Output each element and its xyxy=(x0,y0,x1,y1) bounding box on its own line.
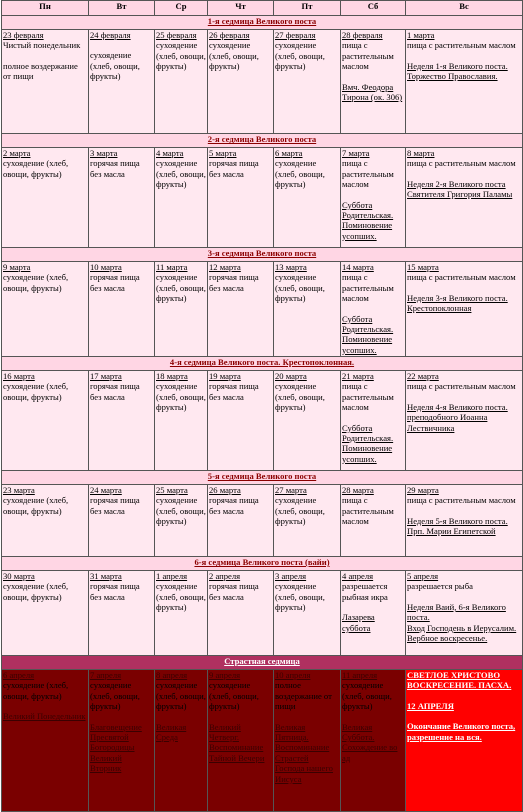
passion-day-cell xyxy=(2,670,89,812)
day-cell xyxy=(89,371,155,471)
spacer xyxy=(342,190,404,200)
fasting-rule-text: сухоядение (хлеб, овощи, фрукты) xyxy=(3,158,69,179)
day-cell xyxy=(274,485,341,557)
spacer xyxy=(342,602,404,612)
day-cell xyxy=(89,262,155,357)
week-title-row xyxy=(2,134,523,148)
spacer xyxy=(407,392,521,402)
day-date-link[interactable]: 7 апреля xyxy=(90,670,122,680)
feast-note-link[interactable]: Великая Суббота. Сохождение во ад xyxy=(342,721,398,763)
day-cell xyxy=(274,371,341,471)
day-date-link[interactable]: 9 марта xyxy=(3,262,31,272)
day-cell xyxy=(274,148,341,248)
feast-note-link[interactable]: Неделя Ваий, 6-я Великого поста. xyxy=(407,601,506,623)
day-date-link[interactable]: 8 марта xyxy=(407,148,435,158)
feast-note-link[interactable]: Благовещение Пресвятой Богородицы xyxy=(90,721,142,753)
fasting-rule-text: сухоядение (хлеб, овощи, фрукты) xyxy=(342,680,392,712)
weekday-header: Сб xyxy=(341,1,406,16)
day-date-link[interactable]: 26 марта xyxy=(209,485,241,495)
fasting-rule-text: сухоядение (хлеб, овощи, фрукты) xyxy=(3,495,69,516)
passion-day-cell xyxy=(155,670,208,812)
week-title-row xyxy=(2,248,523,262)
feast-note-link[interactable]: Вход Господень в Иерусалим. Вербное воскресенье. xyxy=(407,622,517,644)
week-title-row xyxy=(2,557,523,571)
day-cell xyxy=(406,148,523,248)
day-cell xyxy=(341,371,406,471)
weekday-header: Пн xyxy=(2,1,89,16)
fasting-rule-text: пища с растительным маслом xyxy=(342,272,394,304)
day-date-link[interactable]: 7 марта xyxy=(342,148,370,158)
fasting-rule-text: сухоядение (хлеб, овощи, фрукты) xyxy=(275,40,325,72)
spacer xyxy=(209,712,272,722)
week-title-link[interactable]: 2-я седмица Великого поста xyxy=(2,134,523,148)
spacer xyxy=(342,712,404,722)
day-date-link[interactable]: 6 марта xyxy=(275,148,303,158)
fasting-rule-text: сухоядение (хлеб, овощи, фрукты) xyxy=(3,680,69,701)
spacer xyxy=(342,72,404,82)
spacer xyxy=(407,283,521,293)
day-cell xyxy=(155,485,208,557)
spacer xyxy=(407,169,521,179)
week-title-link[interactable]: 4-я седмица Великого поста. Крестопоклонная. xyxy=(2,357,523,371)
spacer xyxy=(407,506,521,516)
day-date-link[interactable]: 19 марта xyxy=(209,371,241,381)
fasting-rule-text: полное воздержание от пищи xyxy=(3,60,78,82)
day-cell xyxy=(406,371,523,471)
day-date-link[interactable]: 10 апреля xyxy=(275,670,311,680)
day-date-link[interactable]: 12 марта xyxy=(209,262,241,272)
day-date-link[interactable]: 29 марта xyxy=(407,485,439,495)
feast-note-link[interactable]: Великий Понедельник xyxy=(3,711,86,722)
fasting-rule-text: горячая пища без масла xyxy=(209,381,259,402)
day-date-link[interactable]: 24 марта xyxy=(90,485,122,495)
fasting-rule-text: сухоядение (хлеб, овощи, фрукты) xyxy=(90,50,140,82)
day-date-link[interactable]: 17 марта xyxy=(90,371,122,381)
day-date-link[interactable]: 1 марта xyxy=(407,30,435,40)
day-cell xyxy=(2,30,89,134)
fasting-rule-text: пища с растительным маслом xyxy=(342,158,394,190)
feast-note-link[interactable]: Суббота Родительская. Поминовение усопших. xyxy=(342,199,394,241)
day-date-link[interactable]: 9 апреля xyxy=(209,670,241,680)
day-cell xyxy=(274,571,341,656)
spacer xyxy=(342,413,404,423)
fasting-rule-text: горячая пища без масла xyxy=(209,272,259,293)
feast-note-link[interactable]: Великая Среда xyxy=(156,721,187,743)
feast-note-link[interactable]: Суббота Родительская. Поминовение усопших. xyxy=(342,313,394,355)
day-cell xyxy=(341,571,406,656)
spacer xyxy=(342,304,404,314)
spacer xyxy=(90,712,153,722)
weekday-header: Вт xyxy=(89,1,155,16)
fasting-rule-text: сухоядение (хлеб, овощи, фрукты) xyxy=(275,158,325,190)
day-date-link[interactable]: 4 апреля xyxy=(342,571,374,581)
day-date-link[interactable]: 25 февраля xyxy=(156,30,197,40)
fasting-rule-text: сухоядение (хлеб, овощи, фрукты) xyxy=(3,581,69,602)
fasting-rule-text: Чистый понедельник xyxy=(3,40,81,51)
day-cell xyxy=(208,371,274,471)
day-date-link[interactable]: 14 марта xyxy=(342,262,374,272)
lent-calendar-table xyxy=(1,0,523,812)
fasting-rule-text: разрешается рыба xyxy=(407,581,473,592)
weekday-header: Вс xyxy=(406,1,523,16)
feast-note-link[interactable]: Неделя 5-я Великого поста. xyxy=(407,515,508,526)
fasting-rule-text: разрешается рыбная икра xyxy=(342,581,388,602)
fasting-rule-text: сухоядение (хлеб, овощи, фрукты) xyxy=(156,680,206,712)
day-date-link[interactable]: 28 марта xyxy=(342,485,374,495)
weekday-header: Чт xyxy=(208,1,274,16)
week-title-link[interactable]: 6-я седмица Великого поста (вайи) xyxy=(2,557,523,571)
fasting-rule-text: пища с растительным маслом xyxy=(342,381,394,413)
spacer xyxy=(3,51,87,61)
fasting-rule-text: пища с растительным маслом xyxy=(407,158,516,169)
week-title-row xyxy=(2,357,523,371)
day-cell xyxy=(155,148,208,248)
weekday-header: Ср xyxy=(155,1,208,16)
day-date-link[interactable]: 1 апреля xyxy=(156,571,188,581)
day-cell xyxy=(208,148,274,248)
easter-text-link[interactable]: Окончание Великого поста, разрешение на вся. xyxy=(407,721,516,742)
fasting-rule-text: горячая пища без масла xyxy=(90,158,140,179)
day-date-link[interactable]: 28 февраля xyxy=(342,30,383,40)
day-date-link[interactable]: 13 марта xyxy=(275,262,307,272)
fasting-rule-text: сухоядение (хлеб, овощи, фрукты) xyxy=(156,40,206,72)
fasting-rule-text: горячая пища без масла xyxy=(90,495,140,516)
fasting-rule-text: сухоядение (хлеб, овощи, фрукты) xyxy=(3,381,69,402)
feast-note-link[interactable]: Великая Пятница. Воспоминание Страстей Господа нашего Иисуса xyxy=(275,721,333,784)
weekday-header: Пт xyxy=(274,1,341,16)
day-cell xyxy=(341,148,406,248)
fasting-rule-text: горячая пища без масла xyxy=(90,272,140,293)
day-cell xyxy=(208,262,274,357)
fasting-rule-text: пища с растительным маслом xyxy=(342,40,394,72)
feast-note-link[interactable]: Святителя Григория Паламы xyxy=(407,189,513,200)
day-date-link[interactable]: 15 марта xyxy=(407,262,439,272)
feast-note-link[interactable]: Прп. Марии Египетской xyxy=(407,526,496,537)
passion-day-cell xyxy=(341,670,406,812)
day-date-link[interactable]: 27 февраля xyxy=(275,30,316,40)
feast-note-link[interactable]: Неделя 2-я Великого поста xyxy=(407,178,506,189)
fasting-rule-text: горячая пища без масла xyxy=(90,581,140,602)
passion-title-row xyxy=(2,656,523,670)
day-cell xyxy=(89,485,155,557)
day-date-link[interactable]: 10 марта xyxy=(90,262,122,272)
day-date-link[interactable]: 8 апреля xyxy=(156,670,188,680)
day-date-link[interactable]: 5 апреля xyxy=(407,571,439,581)
easter-text-link[interactable]: 12 АПРЕЛЯ xyxy=(407,700,454,711)
feast-note-link[interactable]: Неделя 4-я Великого поста. преподобного Иоанна Лествичника xyxy=(407,401,508,433)
spacer xyxy=(407,51,521,61)
spacer xyxy=(407,592,521,602)
day-cell xyxy=(274,262,341,357)
spacer xyxy=(275,712,339,722)
day-date-link[interactable]: 3 апреля xyxy=(275,571,307,581)
fasting-rule-text: полное воздержание от пищи xyxy=(275,680,332,712)
day-date-link[interactable]: 27 марта xyxy=(275,485,307,495)
fasting-rule-text: пища с растительным маслом xyxy=(407,272,516,283)
week-days-row xyxy=(2,371,523,471)
day-cell xyxy=(406,485,523,557)
day-date-link[interactable]: 31 марта xyxy=(90,571,122,581)
fasting-rule-text: пища с растительным маслом xyxy=(407,495,516,506)
week-days-row xyxy=(2,30,523,134)
fasting-rule-text: сухоядение (хлеб, овощи, фрукты) xyxy=(156,158,206,190)
day-date-link[interactable]: 6 апреля xyxy=(3,670,35,680)
day-cell xyxy=(341,262,406,357)
day-cell xyxy=(2,148,89,248)
passion-day-cell xyxy=(89,670,155,812)
day-cell xyxy=(208,30,274,134)
day-cell xyxy=(406,262,523,357)
day-cell xyxy=(208,571,274,656)
day-date-link[interactable]: 21 марта xyxy=(342,371,374,381)
week-days-row xyxy=(2,571,523,656)
fasting-rule-text: сухоядение (хлеб, овощи, фрукты) xyxy=(156,272,206,304)
day-cell xyxy=(406,571,523,656)
week-title-row xyxy=(2,16,523,30)
passion-day-cell xyxy=(274,670,341,812)
day-date-link[interactable]: 20 марта xyxy=(275,371,307,381)
feast-note-link[interactable]: Неделя 3-я Великого поста. Крестопоклонная xyxy=(407,292,508,314)
week-title-link[interactable]: 1-я седмица Великого поста xyxy=(2,16,523,30)
feast-note-link[interactable]: Лазарева суббота xyxy=(342,612,375,633)
day-cell xyxy=(274,30,341,134)
week-title-link[interactable]: 5-я седмица Великого поста xyxy=(2,471,523,485)
day-date-link[interactable]: 11 апреля xyxy=(342,670,378,680)
day-date-link[interactable]: 30 марта xyxy=(3,571,35,581)
fasting-rule-text: горячая пища без масла xyxy=(209,495,259,516)
feast-note-link[interactable]: Великий Четверг. Воспоминание Тайной Вечери xyxy=(209,721,265,763)
fasting-rule-text: пища с растительным маслом xyxy=(342,495,394,527)
day-cell xyxy=(155,371,208,471)
weekday-header-row xyxy=(2,1,523,16)
day-date-link[interactable]: 22 марта xyxy=(407,371,439,381)
fasting-rule-text: сухоядение (хлеб, овощи, фрукты) xyxy=(209,680,259,712)
day-cell xyxy=(208,485,274,557)
spacer xyxy=(156,712,206,722)
fasting-rule-text: горячая пища без масла xyxy=(209,581,259,602)
spacer xyxy=(90,40,153,50)
day-date-link[interactable]: 23 февраля xyxy=(3,30,44,40)
fasting-rule-text: горячая пища без масла xyxy=(90,381,140,402)
feast-note-link[interactable]: Неделя 1-я Великого поста. Торжество Православия. xyxy=(407,60,508,82)
fasting-rule-text: сухоядение (хлеб, овощи, фрукты) xyxy=(209,40,259,72)
week-days-row xyxy=(2,262,523,357)
feast-note-link[interactable]: Суббота Родительская. Поминовение усопших. xyxy=(342,422,394,464)
day-cell xyxy=(89,30,155,134)
fasting-rule-text: сухоядение (хлеб, овощи, фрукты) xyxy=(3,272,69,293)
day-date-link[interactable]: 23 марта xyxy=(3,485,35,495)
fasting-rule-text: сухоядение (хлеб, овощи, фрукты) xyxy=(90,680,140,712)
week-title-row xyxy=(2,471,523,485)
day-cell xyxy=(2,571,89,656)
day-date-link[interactable]: 25 марта xyxy=(156,485,188,495)
day-cell xyxy=(155,262,208,357)
day-date-link[interactable]: 3 марта xyxy=(90,148,118,158)
passion-days-row xyxy=(2,670,523,812)
day-cell xyxy=(2,485,89,557)
week-title-link[interactable]: 3-я седмица Великого поста xyxy=(2,248,523,262)
day-cell xyxy=(89,148,155,248)
day-date-link[interactable]: 24 февраля xyxy=(90,30,131,40)
fasting-rule-text: сухоядение (хлеб, овощи, фрукты) xyxy=(275,272,325,304)
week-days-row xyxy=(2,148,523,248)
passion-day-cell xyxy=(208,670,274,812)
day-cell xyxy=(2,371,89,471)
easter-cell xyxy=(406,670,523,812)
day-cell xyxy=(155,571,208,656)
fasting-rule-text: горячая пища без масла xyxy=(209,158,259,179)
day-cell xyxy=(341,30,406,134)
fasting-rule-text: сухоядение (хлеб, овощи, фрукты) xyxy=(275,495,325,527)
feast-note-link[interactable]: Вмч. Феодора Тирона (ок. 306) xyxy=(342,81,403,103)
day-date-link[interactable]: 5 марта xyxy=(209,148,237,158)
spacer xyxy=(407,691,521,701)
fasting-rule-text: пища с растительным маслом xyxy=(407,381,516,392)
fasting-rule-text: сухоядение (хлеб, овощи, фрукты) xyxy=(156,495,206,527)
fasting-rule-text: сухоядение (хлеб, овощи, фрукты) xyxy=(156,381,206,413)
day-cell xyxy=(406,30,523,134)
day-date-link[interactable]: 2 марта xyxy=(3,148,31,158)
day-cell xyxy=(155,30,208,134)
day-date-link[interactable]: 11 марта xyxy=(156,262,188,272)
easter-text-link[interactable]: СВЕТЛОЕ ХРИСТОВО ВОСКРЕСЕНИЕ. ПАСХА. xyxy=(407,670,512,691)
day-date-link[interactable]: 26 февраля xyxy=(209,30,250,40)
fasting-rule-text: сухоядение (хлеб, овощи, фрукты) xyxy=(275,581,325,613)
day-cell xyxy=(341,485,406,557)
spacer xyxy=(3,701,87,711)
fasting-rule-text: пища с растительным маслом xyxy=(407,40,516,51)
day-date-link[interactable]: 16 марта xyxy=(3,371,35,381)
passion-week-title-link[interactable]: Страстная седмица xyxy=(2,656,523,670)
day-date-link[interactable]: 2 апреля xyxy=(209,571,241,581)
day-cell xyxy=(2,262,89,357)
spacer xyxy=(407,711,521,721)
day-cell xyxy=(89,571,155,656)
day-date-link[interactable]: 18 марта xyxy=(156,371,188,381)
fasting-rule-text: сухоядение (хлеб, овощи, фрукты) xyxy=(156,581,206,613)
day-date-link[interactable]: 4 марта xyxy=(156,148,184,158)
feast-note-link[interactable]: Великий Вторник xyxy=(90,752,122,774)
week-days-row xyxy=(2,485,523,557)
fasting-rule-text: сухоядение (хлеб, овощи, фрукты) xyxy=(275,381,325,413)
